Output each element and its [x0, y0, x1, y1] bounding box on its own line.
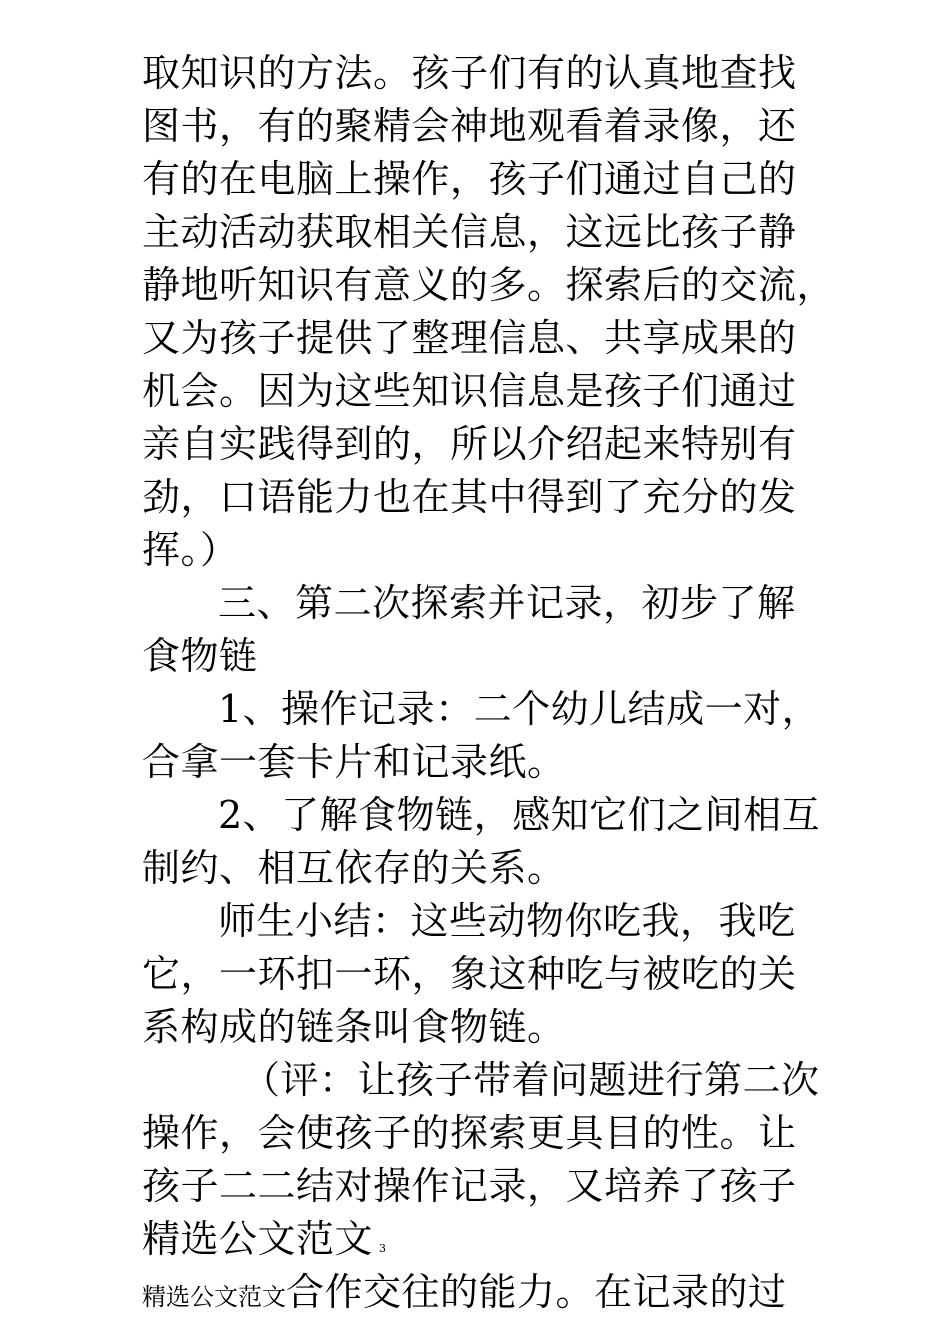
body-line: 亲自实践得到的，所以介绍起来特别有 [142, 422, 797, 466]
body-line: 又为孩子提供了整理信息、共享成果的 [142, 316, 797, 360]
body-line: 有的在电脑上操作，孩子们通过自己的 [142, 157, 797, 201]
next-page-line: 合作交往的能力。在记录的过 [286, 1270, 787, 1314]
body-line: 静地听知识有意义的多。探索后的交流， [142, 263, 836, 307]
list-item-continuation: 合拿一套卡片和记录纸。 [142, 740, 566, 784]
list-item-continuation: 制约、相互依存的关系。 [142, 846, 566, 890]
summary-paragraph: 师生小结：这些动物你吃我，我吃 [218, 899, 796, 943]
page-number: 3 [379, 1242, 387, 1255]
summary-paragraph-line: 系构成的链条叫食物链。 [142, 1005, 566, 1049]
commentary-paragraph-line: 孩子二二结对操作记录，又培养了孩子 [142, 1164, 797, 1208]
body-line: 取知识的方法。孩子们有的认真地查找 [142, 51, 797, 95]
page-footer [142, 1213, 387, 1266]
list-item: 1、操作记录：二个幼儿结成一对， [218, 687, 821, 731]
summary-paragraph-line: 它，一环扣一环，象这种吃与被吃的关 [142, 952, 797, 996]
body-line: 劲，口语能力也在其中得到了充分的发 [142, 475, 797, 519]
section-heading: 三、第二次探索并记录，初步了解 [218, 581, 796, 625]
commentary-paragraph: （评：让孩子带着问题进行第二次 [242, 1058, 820, 1102]
list-item: 2、了解食物链，感知它们之间相互 [218, 793, 821, 837]
footer-text: 精选公文范文 [142, 1217, 374, 1261]
body-line: 图书，有的聚精会神地观看着录像，还 [142, 104, 797, 148]
next-page-start [142, 1266, 787, 1319]
next-page-header: 精选公文范文 [142, 1283, 286, 1311]
body-line: 机会。因为这些知识信息是孩子们通过 [142, 369, 797, 413]
body-line: 挥。） [142, 528, 239, 572]
section-heading-continuation: 食物链 [142, 634, 258, 678]
commentary-paragraph-line: 操作，会使孩子的探索更具目的性。让 [142, 1111, 797, 1155]
body-line: 主动活动获取相关信息，这远比孩子静 [142, 210, 797, 254]
